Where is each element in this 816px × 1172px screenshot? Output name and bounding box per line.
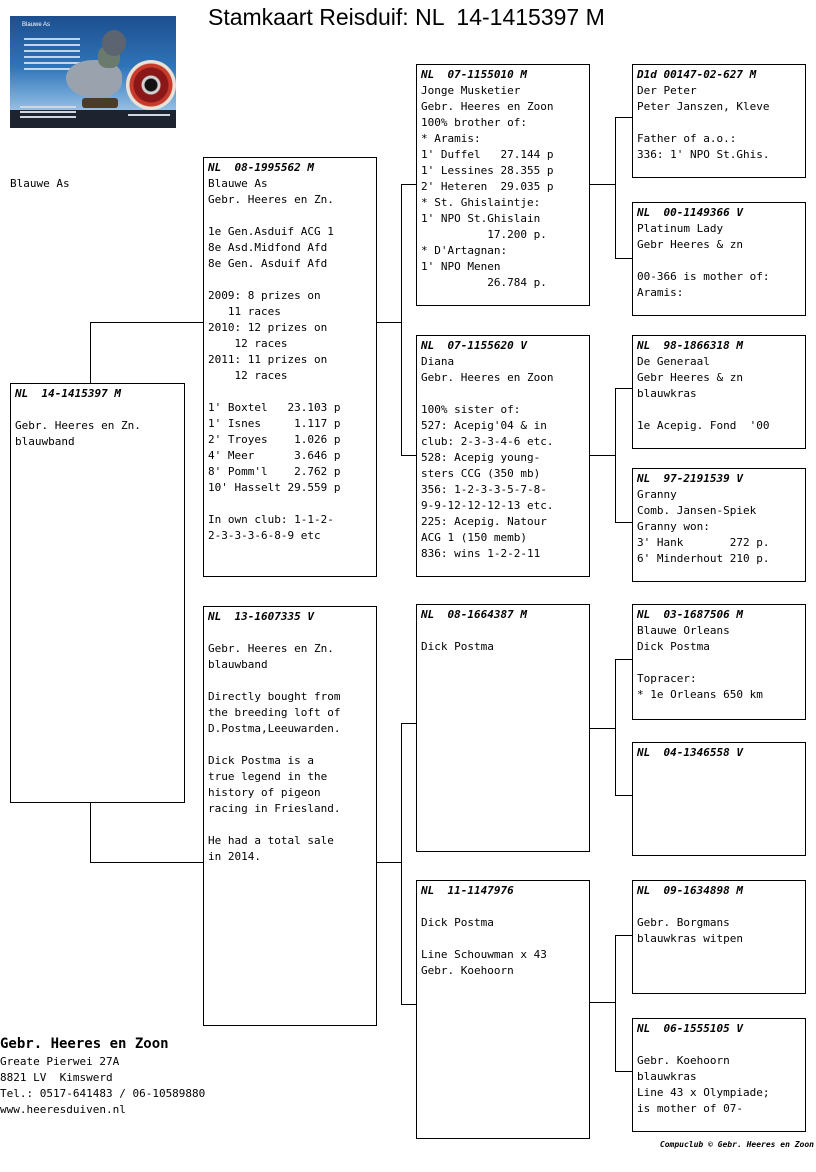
pedigree-text-line: Gebr. Koehoorn (421, 964, 514, 977)
pedigree-text-line: Topracer: (637, 672, 697, 685)
pedigree-text-line: 26.784 p. (421, 276, 547, 289)
pedigree-text-line (637, 899, 801, 915)
pedigree-text-line: Line Schouwman x 43 (421, 948, 547, 961)
pigeon-card-dam (203, 606, 377, 1026)
pigeon-name-label: Blauwe As (10, 177, 70, 190)
pedigree-text-line: 1' Boxtel 23.103 p (208, 401, 341, 414)
pedigree-text-line: history of pigeon (208, 786, 321, 799)
pedigree-text-line: * St. Ghislaintje: (421, 196, 541, 209)
pedigree-text-line: Gebr. Koehoorn (637, 1054, 730, 1067)
pedigree-text-line: Gebr. Heeres en Zn. (208, 642, 334, 655)
pedigree-text-line: Gebr Heeres & zn (637, 238, 743, 251)
pedigree-text-line: 100% sister of: (421, 403, 521, 416)
ring-number: NL 03-1687506 M (637, 608, 743, 621)
pedigree-text-line: 8e Gen. Asduif Afd (208, 257, 328, 270)
pigeon-card-ggp-4 (632, 468, 806, 582)
pigeon-card-ggp-2 (632, 202, 806, 316)
pedigree-text-line: true legend in the (208, 770, 328, 783)
pigeon-feet (82, 98, 118, 108)
pedigree-text-line: Blauwe Orleans (637, 624, 730, 637)
ring-number: NL 98-1866318 M (637, 339, 743, 352)
pedigree-text-line: 8' Pomm'l 2.762 p (208, 465, 341, 478)
connector-line (589, 184, 615, 185)
connector-line (615, 659, 633, 660)
ring-number: NL 07-1155620 V (421, 339, 527, 352)
pedigree-text-line (208, 737, 372, 753)
pigeon-head (102, 30, 126, 56)
breeder-phone: Tel.: 0517-641483 / 06-10589880 (0, 1087, 206, 1100)
pigeon-card-subject (10, 383, 185, 803)
pedigree-text-line: in 2014. (208, 850, 261, 863)
pigeon-card-dam-dam (416, 880, 590, 1139)
pigeon-card-ggp-1 (632, 64, 806, 178)
pedigree-text-line: D.Postma,Leeuwarden. (208, 722, 341, 735)
pedigree-text-line (421, 623, 585, 639)
connector-line (615, 935, 633, 936)
pedigree-text-line (637, 402, 801, 418)
pedigree-text-line: 1' NPO St.Ghislain (421, 212, 541, 225)
page-title: Stamkaart Reisduif: NL 14-1415397 M (208, 4, 605, 30)
pedigree-text-line (637, 115, 801, 131)
pedigree-text-line: Gebr. Heeres en Zn. (15, 419, 141, 432)
connector-line (90, 322, 91, 383)
pedigree-text-line: 527: Acepig'04 & in (421, 419, 547, 432)
pedigree-text-line: 8e Asd.Midfond Afd (208, 241, 328, 254)
pedigree-text-line: the breeding loft of (208, 706, 341, 719)
logo-address-lines (20, 106, 76, 121)
connector-line (401, 184, 417, 185)
connector-line (615, 659, 616, 796)
connector-line (90, 802, 91, 863)
pedigree-text-line: Line 43 x Olympiade; (637, 1086, 770, 1099)
logo-caption: Blauwe As (22, 22, 51, 28)
pedigree-text-line: In own club: 1-1-2- (208, 513, 334, 526)
ring-number: NL 14-1415397 M (15, 387, 121, 400)
pedigree-text-line: Diana (421, 355, 455, 368)
pedigree-text-line: blauwkras witpen (637, 932, 743, 945)
pedigree-text-line: Gebr. Borgmans (637, 916, 730, 929)
pedigree-text-line: Blauwe As (208, 177, 268, 190)
connector-line (589, 1002, 615, 1003)
ring-number: NL 11-1147976 (421, 884, 514, 897)
connector-line (615, 117, 616, 259)
ring-number: D1d 00147-02-627 M (637, 68, 757, 81)
pedigree-text-line: 2' Heteren 29.035 p (421, 180, 554, 193)
connector-line (401, 184, 402, 456)
pedigree-text-line: 6' Minderhout 210 p. (637, 552, 770, 565)
pedigree-text-line: 1' NPO Menen (421, 260, 501, 273)
pedigree-text-line: 12 races (208, 369, 288, 382)
ring-number: NL 00-1149366 V (637, 206, 743, 219)
breeder-name: Gebr. Heeres en Zoon (0, 1036, 169, 1052)
pedigree-text-line: 1' Duffel 27.144 p (421, 148, 554, 161)
pedigree-text-line: sters CCG (350 mb) (421, 467, 541, 480)
pedigree-text-line: Platinum Lady (637, 222, 724, 235)
pigeon-card-ggp-6 (632, 742, 806, 856)
pedigree-text-line: 528: Acepig young- (421, 451, 541, 464)
pedigree-text-line: 2010: 12 prizes on (208, 321, 328, 334)
pedigree-text-line: De Generaal (637, 355, 710, 368)
pedigree-text-line: 1e Gen.Asduif ACG 1 (208, 225, 334, 238)
pedigree-text-line: Gebr. Heeres en Zoon (421, 100, 554, 113)
pedigree-text-line (208, 817, 372, 833)
connector-line (401, 1004, 417, 1005)
pedigree-text-line: 1' Lessines 28.355 p (421, 164, 554, 177)
pedigree-text-line: Gebr. Heeres en Zn. (208, 193, 334, 206)
ring-number: NL 08-1664387 M (421, 608, 527, 621)
pigeon-card-ggp-5 (632, 604, 806, 720)
pedigree-text-line: 225: Acepig. Natour (421, 515, 547, 528)
pedigree-text-line: Dick Postma is a (208, 754, 314, 767)
ring-number: NL 06-1555105 V (637, 1022, 743, 1035)
pedigree-text-line: 2' Troyes 1.026 p (208, 433, 341, 446)
breeder-footer (0, 1034, 205, 1118)
pedigree-text-line: Jonge Musketier (421, 84, 521, 97)
connector-line (589, 455, 615, 456)
pigeon-card-ggp-8 (632, 1018, 806, 1132)
logo-web-line (128, 114, 170, 116)
pedigree-text-line: Dick Postma (421, 640, 494, 653)
pigeon-card-ggp-3 (632, 335, 806, 449)
pedigree-text-line: 1e Acepig. Fond '00 (637, 419, 770, 432)
connector-line (376, 322, 402, 323)
ring-number: NL 13-1607335 V (208, 610, 314, 623)
pigeon-card-dam-sire (416, 604, 590, 852)
pigeon-card-ggp-7 (632, 880, 806, 994)
pedigree-text-line (15, 402, 180, 418)
pedigree-text-line: blauwkras (637, 387, 697, 400)
pedigree-text-line: 2009: 8 prizes on (208, 289, 321, 302)
pedigree-text-line: 9-9-12-12-12-13 etc. (421, 499, 554, 512)
connector-line (401, 723, 402, 1005)
pedigree-text-line (637, 1037, 801, 1053)
pedigree-text-line (208, 496, 372, 512)
ring-number: NL 09-1634898 M (637, 884, 743, 897)
pedigree-text-line (208, 384, 372, 400)
pedigree-text-line: Dick Postma (421, 916, 494, 929)
pedigree-text-line: Father of a.o.: (637, 132, 737, 145)
ring-number: NL 97-2191539 V (637, 472, 743, 485)
pedigree-text-line: club: 2-3-3-4-6 etc. (421, 435, 554, 448)
pigeon-eye-icon (126, 60, 176, 110)
connector-line (615, 388, 633, 389)
pedigree-text-line (208, 673, 372, 689)
connector-line (615, 935, 616, 1072)
pedigree-text-line: 00-366 is mother of: (637, 270, 770, 283)
pedigree-text-line (208, 272, 372, 288)
pedigree-text-line: blauwband (15, 435, 75, 448)
pedigree-text-line: 11 races (208, 305, 281, 318)
pedigree-text-line (421, 899, 585, 915)
pedigree-text-line: Granny won: (637, 520, 710, 533)
connector-line (589, 728, 615, 729)
pedigree-text-line: * 1e Orleans 650 km (637, 688, 763, 701)
connector-line (615, 795, 633, 796)
pedigree-text-line: Aramis: (637, 286, 684, 299)
connector-line (615, 1071, 633, 1072)
pedigree-text-line: 836: wins 1-2-2-11 (421, 547, 541, 560)
pedigree-text-line (637, 253, 801, 269)
pedigree-text-line: 10' Hasselt 29.559 p (208, 481, 341, 494)
pedigree-text-line: 356: 1-2-3-3-5-7-8- (421, 483, 547, 496)
connector-line (90, 862, 204, 863)
copyright-notice: Compuclub © Gebr. Heeres en Zoon (659, 1140, 814, 1149)
pedigree-text-line: 1' Isnes 1.117 p (208, 417, 341, 430)
connector-line (90, 322, 204, 323)
connector-line (615, 117, 633, 118)
pedigree-text-line: * D'Artagnan: (421, 244, 508, 257)
pigeon-card-sire (203, 157, 377, 577)
pedigree-text-line (637, 655, 801, 671)
pigeon-card-sire-dam (416, 335, 590, 577)
pigeon-card-sire-sire (416, 64, 590, 306)
pedigree-text-line: 12 races (208, 337, 288, 350)
breeder-website: www.heeresduiven.nl (0, 1103, 126, 1116)
pedigree-text-line: 17.200 p. (421, 228, 547, 241)
pedigree-text-line: 336: 1' NPO St.Ghis. (637, 148, 770, 161)
pedigree-text-line (421, 386, 585, 402)
pedigree-text-line: Gebr Heeres & zn (637, 371, 743, 384)
pedigree-text-line: Gebr. Heeres en Zoon (421, 371, 554, 384)
connector-line (401, 455, 417, 456)
pedigree-text-line: racing in Friesland. (208, 802, 341, 815)
pedigree-text-line: Granny (637, 488, 677, 501)
pedigree-text-line: Peter Janszen, Kleve (637, 100, 770, 113)
connector-line (615, 522, 633, 523)
pedigree-text-line: blauwkras (637, 1070, 697, 1083)
connector-line (401, 723, 417, 724)
pedigree-text-line: Der Peter (637, 84, 697, 97)
pedigree-text-line: 4' Meer 3.646 p (208, 449, 341, 462)
pedigree-text-line: is mother of 07- (637, 1102, 743, 1115)
ring-number: NL 04-1346558 V (637, 746, 743, 759)
pedigree-text-line: Dick Postma (637, 640, 710, 653)
pedigree-text-line: * Aramis: (421, 132, 481, 145)
pedigree-text-line (421, 931, 585, 947)
loft-logo-image (10, 16, 176, 128)
connector-line (615, 258, 633, 259)
connector-line (615, 388, 616, 523)
connector-line (376, 862, 402, 863)
pedigree-text-line: Comb. Jansen-Spiek (637, 504, 757, 517)
pedigree-text-line: 3' Hank 272 p. (637, 536, 770, 549)
pedigree-text-line: 2-3-3-3-6-8-9 etc (208, 529, 321, 542)
pedigree-text-line: He had a total sale (208, 834, 334, 847)
pedigree-text-line (208, 625, 372, 641)
breeder-address: Greate Pierwei 27A (0, 1055, 120, 1068)
pedigree-text-line (208, 208, 372, 224)
pedigree-text-line: Directly bought from (208, 690, 341, 703)
pedigree-text-line: ACG 1 (150 memb) (421, 531, 527, 544)
breeder-city: 8821 LV Kimswerd (0, 1071, 113, 1084)
ring-number: NL 07-1155010 M (421, 68, 527, 81)
ring-number: NL 08-1995562 M (208, 161, 314, 174)
pedigree-text-line: blauwband (208, 658, 268, 671)
pedigree-text-line: 100% brother of: (421, 116, 527, 129)
pedigree-text-line: 2011: 11 prizes on (208, 353, 328, 366)
